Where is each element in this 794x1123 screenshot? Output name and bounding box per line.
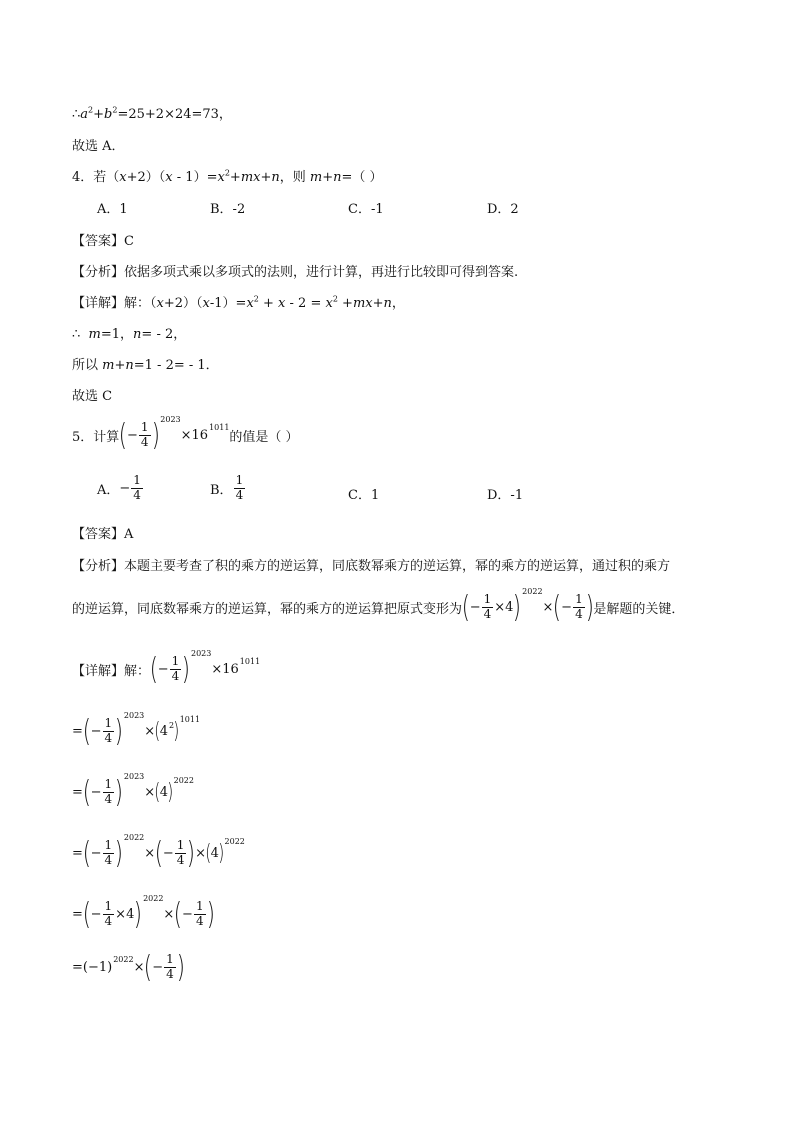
q5-detail-line-4: = ( − $\frac{1}{4}$ ) 2022 × ( − $\frac{1}{4}$ ) × ( 4 ) 2022 xyxy=(72,833,245,871)
q5-detail-line-5: = ( − $\frac{1}{4}$ ×4 ) 2022 × ( − $\frac{1}{4}$ ) xyxy=(72,894,215,932)
q4-stem: 4．若$(x+2)(x - 1)=x^2+mx+n$，则 m+n=（ ） xyxy=(72,168,383,185)
q4-select: 故选 C xyxy=(72,389,113,404)
q5-answer: 【答案】A xyxy=(72,527,134,542)
q4-therefore: ∴ m=1，n= - 2， xyxy=(72,327,187,342)
q4-choice-b: B．-2 xyxy=(210,202,246,217)
q5-detail-line-1: 【详解】解： ( − $\frac{1}{4}$ ) 2023 ×16 1011 xyxy=(72,649,261,687)
prev-line-1: $\therefore a^2+b^2=25+2\times 24=73$， xyxy=(72,105,232,122)
prev-select: 故选 A． xyxy=(72,139,125,154)
q5-analysis-1: 【分析】本题主要考查了积的乘方的逆运算，同底数幂乘方的逆运算，幂的乘方的逆运算，通过积的乘方 xyxy=(72,559,671,574)
q5-analysis-2: 的逆运算，同底数幂乘方的逆运算，幂的乘方的逆运算把原式变形为 ( − $\frac{1}{4}$ ×4 ) 2022 × ( − $\frac{1}{4}$ ) 是解题的关键． xyxy=(72,587,685,625)
q5-choice-d: D．-1 xyxy=(487,488,524,503)
q4-so: 所以 m+n=1 - 2= - 1． xyxy=(72,358,219,373)
q4-choice-c: C．-1 xyxy=(348,202,384,217)
q5-detail-line-2: = ( − $\frac{1}{4}$ ) 2023 × ( 4 2 ) 1011 xyxy=(72,711,201,749)
q4-answer: 【答案】C xyxy=(72,234,134,249)
q4-choices xyxy=(0,198,794,216)
q5-stem: 5．计算 ( − $\frac{1}{4}$ ) 2023 ×16 1011 的值是（ ） xyxy=(72,415,299,453)
q5-choices xyxy=(0,474,794,510)
q5-choice-a: A． − $\frac{1}{4}$ xyxy=(97,473,141,502)
q4-choice-d: D．2 xyxy=(487,202,519,217)
q4-choice-a: A．1 xyxy=(97,202,128,217)
q4-detail: 【详解】解：$(x+2)(x-1)=x^2 + x - 2 = x^2 +mx+n$， xyxy=(72,294,405,311)
q5-choice-b: B． $\frac{1}{4}$ xyxy=(210,473,244,502)
q5-detail-line-6: = (−1) 2022 × ( − $\frac{1}{4}$ ) xyxy=(72,950,185,985)
q5-choice-c: C．1 xyxy=(348,488,380,503)
fraction: $\frac{1}{4}$ xyxy=(140,420,149,449)
q5-detail-line-3: = ( − $\frac{1}{4}$ ) 2023 × ( 4 ) 2022 xyxy=(72,772,194,810)
q4-analysis: 【分析】依据多项式乘以多项式的法则，进行计算，再进行比较即可得到答案. xyxy=(72,265,519,280)
